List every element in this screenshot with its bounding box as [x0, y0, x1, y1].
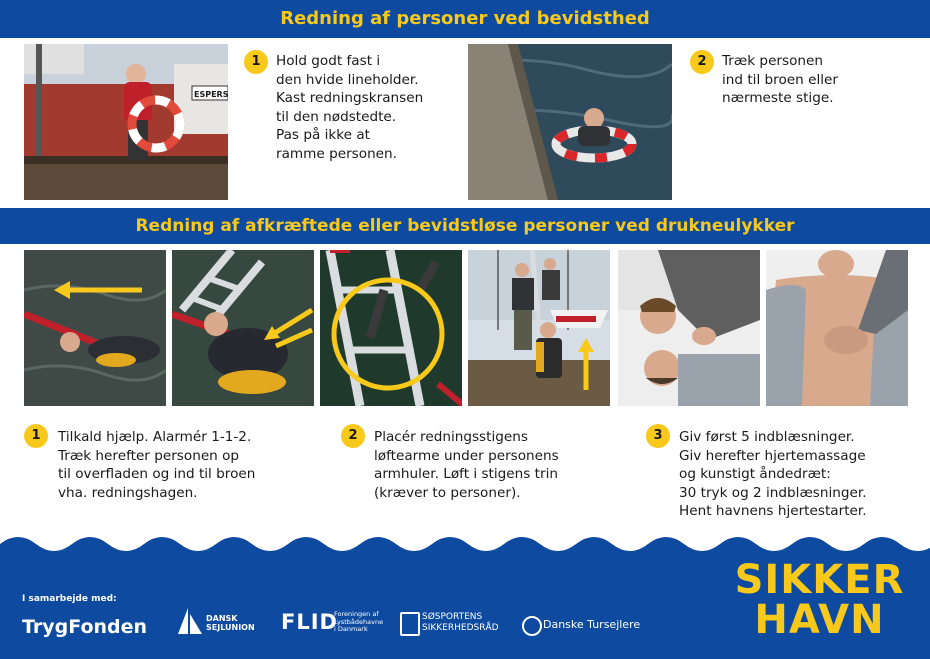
step-number-badge: 1 — [244, 50, 268, 74]
flid-subtitle: Foreningen af Lystbådehavne i Danmark — [334, 610, 384, 633]
sosportens-sikkerhedsraad-logo: SØSPORTENS SIKKERHEDSRÅD — [422, 612, 499, 633]
step-number-badge: 1 — [24, 424, 48, 448]
photo-two-rescuers-pier — [468, 250, 610, 406]
shield-icon — [400, 612, 420, 636]
step-number-badge: 2 — [690, 50, 714, 74]
brand-line-2: HAVN — [754, 597, 885, 643]
compass-icon — [522, 616, 542, 636]
flid-logo: FLID — [281, 610, 338, 634]
section-title-unconscious: Redning af afkræftede eller bevidstløse personer ved drukneulykker — [0, 208, 930, 244]
section-title-conscious: Redning af personer ved bevidsthed — [0, 0, 930, 38]
photo-ladder-arms-closeup — [320, 250, 462, 406]
photo-chest-compressions — [766, 250, 908, 406]
trygfonden-logo: TrygFonden — [22, 616, 148, 638]
step-number-badge: 3 — [646, 424, 670, 448]
step-instructions: Placér redningsstigens løftearme under personens armhuler. Løft i stigens trin (kræver to personer). — [374, 429, 559, 501]
sailboat-logo-icon — [174, 606, 204, 636]
step-instructions: Tilkald hjælp. Alarmér 1-1-2. Træk herefter personen op til overfladen og ind til broen vha. redningshagen. — [58, 429, 256, 501]
photo-ladder-lift — [172, 250, 314, 406]
dansk-sejlunion-logo: DANSK SEJLUNION — [206, 614, 255, 632]
photo-person-in-lifebuoy — [468, 44, 672, 200]
photo-rescue-hook — [24, 250, 166, 406]
step-instructions: Hold godt fast i den hvide lineholder. Kast redningskransen til den nødstedte. Pas på ikke at ramme personen. — [276, 53, 424, 162]
photo-throwing-lifebuoy — [24, 44, 228, 200]
brand-line-1: SIKKER — [734, 557, 905, 603]
sikker-havn-brand — [727, 557, 912, 643]
step-instructions: Giv først 5 indblæsninger. Giv herefter hjertemassage og kunstigt åndedræt: 30 tryk og 2 indblæsninger. Hent havnens hjertestarter. — [679, 429, 867, 520]
step-instructions: Træk personen ind til broen eller nærmeste stige. — [722, 53, 838, 107]
photo-sign-text: ESPERS — [194, 90, 228, 99]
danske-tursejlere-logo: Danske Tursejlere — [543, 618, 641, 631]
photo-rescue-breaths — [618, 250, 760, 406]
step-number-badge: 2 — [341, 424, 365, 448]
collaboration-label: I samarbejde med: — [22, 594, 117, 604]
